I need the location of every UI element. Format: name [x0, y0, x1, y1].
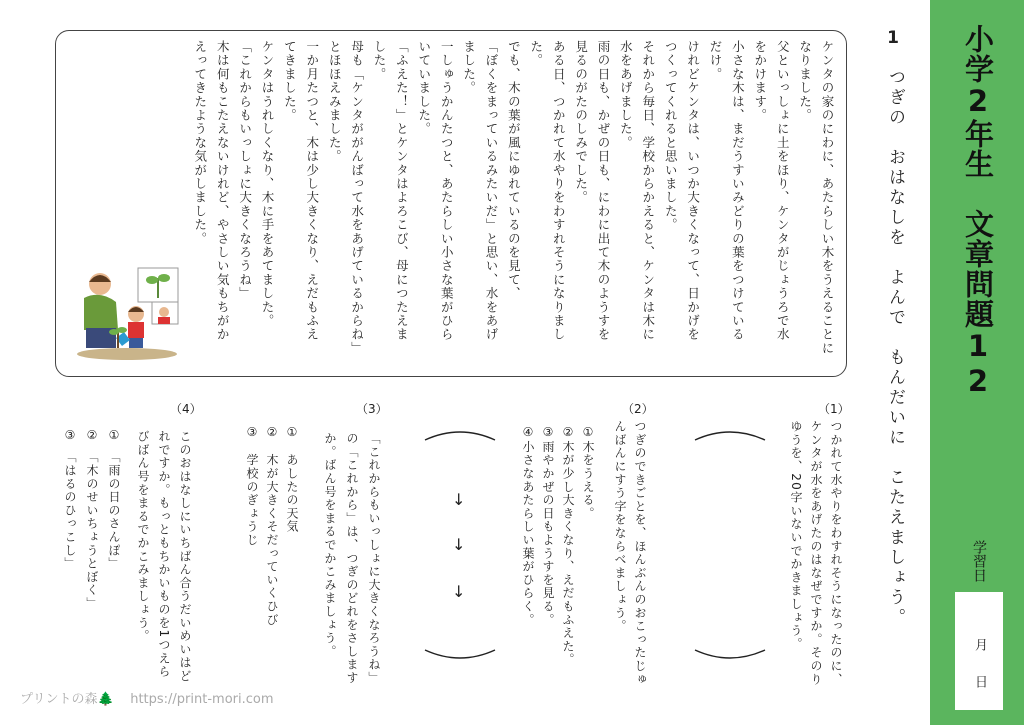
problem-number: 1: [883, 28, 903, 48]
story-line: なりました。: [797, 40, 813, 123]
instruction-text: つぎの おはなしを よんで もんだいに こたえましょう。: [885, 68, 905, 628]
story-line: 雨の日も、かぜの日も、にわに出て木のようすを: [596, 40, 611, 342]
date-day-label: 日: [972, 675, 987, 688]
story-line: をかけます。: [752, 40, 768, 123]
story-line: た。: [528, 40, 544, 68]
q2-option: ②木が少し大きくなり、えだもふえた。: [561, 425, 575, 667]
q4-text-line: このおはなしにいちばん合うだいめいはど: [178, 430, 192, 683]
father-and-child-watering-tree-icon: [72, 262, 182, 362]
q3-text-line: の「これから」は、つぎのどれをさします: [345, 432, 359, 685]
story-line: 「これからもいっしょに大きくなろうね」: [237, 40, 253, 301]
story-line: 木は何もこたえないけれど、やさしい気もちがか: [215, 40, 231, 342]
story-line: とほほえみました。: [327, 40, 343, 164]
arrow-1: ↓: [452, 490, 466, 509]
worksheet-title: 小学2年生 文章問題12: [961, 24, 995, 399]
story-line: けれどケンタは、いつか大きくなって、日かげを: [685, 40, 701, 342]
q3-option: ② 木が大きくそだっていくひび: [265, 425, 279, 627]
q3-text-line: 「これからもいっしょに大きくなろうね」: [367, 432, 381, 685]
q1-text-line: ケンタが水をあげたのはなぜですか。そのり: [809, 420, 823, 686]
q3-option: ① あしたの天気: [285, 425, 299, 534]
q3-number: （3）: [356, 402, 388, 416]
story-line: 小さな木は、まだうすいみどりの葉をつけている: [730, 40, 746, 342]
q4-option: ② 「木のせいちょうとぼく」: [85, 428, 99, 611]
q4-option: ③ 「はるのひっこし」: [63, 428, 77, 571]
story-line: でも、木の葉が風にゆれているのを見て、: [506, 40, 522, 301]
q2-number: （2）: [622, 402, 654, 416]
story-line: えってきたような気がしました。: [192, 40, 208, 246]
story-line: 一しゅうかんたつと、あたらしい小さな葉がひら: [439, 40, 455, 342]
q1-text-line: つかれて水やりをわすれそうになったのに、: [829, 420, 843, 686]
story-line: いていました。: [416, 40, 432, 136]
q1-number: （1）: [818, 402, 850, 416]
q1-text-line: ゆうを、20字いないでかきましょう。: [789, 420, 803, 651]
story-line: 父といっしょに土をほり、ケンタがじょうろで水: [775, 40, 791, 342]
q4-number: （4）: [170, 402, 202, 416]
story-line: した。: [372, 40, 387, 82]
date-month-label: 月: [972, 638, 987, 651]
story-line: 水をあげました。: [618, 40, 634, 150]
story-line: 「ぼくをまっているみたいだ」と思い、水をあげ: [484, 40, 499, 342]
q3-text-line: か。ばん号をまるでかこみましょう。: [323, 432, 337, 659]
story-line: 「ふえた！」とケンタはよろこび、母につたえま: [394, 40, 410, 342]
q4-text-line: れですか。もっともちかいものを1つえら: [157, 430, 171, 679]
story-line: 一か月たつと、木は少し大きくなり、えだもふえ: [304, 40, 320, 342]
q3-option: ③ 学校のぎょうじ: [245, 425, 259, 547]
story-line: 見るのがたのしみでした。: [573, 40, 589, 205]
story-line: てきました。: [282, 40, 298, 123]
story-line: ある日、つかれて水やりをわすれそうになりまし: [551, 40, 567, 342]
q2-option: ①木をうえる。: [581, 425, 595, 521]
q4-option: ① 「雨の日のさんぽ」: [107, 428, 121, 571]
story-line: ました。: [461, 40, 477, 95]
story-line: ケンタはうれしくなり、木に手をあてました。: [260, 40, 275, 328]
date-box[interactable]: [955, 592, 1003, 710]
footer: [20, 688, 274, 707]
q2-option: ④小さなあたらしい葉がひらく。: [521, 425, 535, 627]
tree-icon: 🌲: [97, 692, 114, 707]
study-date-label: 学習日: [971, 540, 987, 582]
story-line: それから毎日、学校からかえると、ケンタは木に: [640, 40, 656, 342]
story-line: だけ。: [708, 40, 723, 82]
q1-answer-parentheses[interactable]: [690, 430, 770, 660]
footer-brand: プリントの森: [20, 692, 98, 707]
q2-option: ③雨やかぜの日もようすを見る。: [541, 425, 555, 627]
story-line: つくってくれると思いました。: [663, 40, 679, 232]
q2-text-line: んばんにすう字をならべましょう。: [613, 420, 627, 633]
story-line: 母も「ケンタががんばって水をあげているからね」: [349, 40, 365, 356]
story-line: ケンタの家のにわに、あたらしい木をうえることに: [820, 40, 835, 356]
footer-url[interactable]: https://print-mori.com: [130, 692, 274, 707]
arrow-2: ↓: [452, 535, 466, 554]
q2-text-line: つぎのできごとを、ほんぶんのおこったじゅ: [633, 420, 647, 686]
arrow-3: ↓: [452, 582, 466, 601]
q4-text-line: びばん号をまるでかこみましょう。: [136, 430, 150, 643]
